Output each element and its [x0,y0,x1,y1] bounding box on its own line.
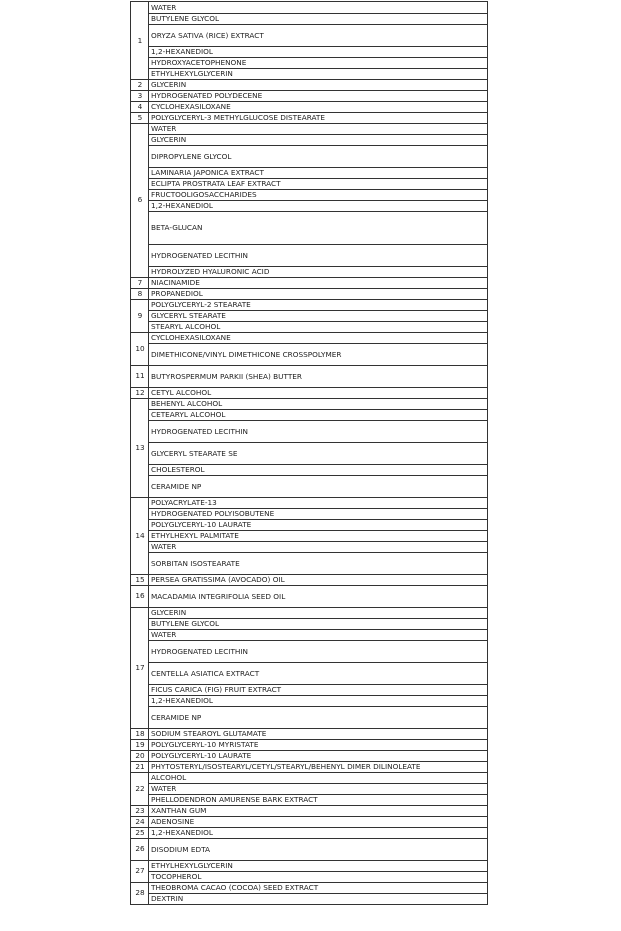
group-number: 6 [137,195,143,204]
group-number: 11 [135,371,145,380]
group-number: 19 [135,740,145,749]
ingredient-cell: PHELLODENDRON AMURENSE BARK EXTRACT [151,795,318,804]
ingredient-cell: ORYZA SATIVA (RICE) EXTRACT [151,31,264,40]
ingredient-cell: CENTELLA ASIATICA EXTRACT [151,669,260,678]
group-number: 26 [135,844,145,853]
group-number: 2 [137,80,143,89]
ingredient-cell: BEHENYL ALCOHOL [151,399,223,408]
ingredient-cell: CERAMIDE NP [151,482,202,491]
ingredient-cell: HYDROGENATED POLYDECENE [151,91,263,100]
ingredient-cell: HYDROGENATED POLYISOBUTENE [151,509,275,518]
ingredient-cell: ETHYLHEXYLGLYCERIN [151,69,233,78]
ingredient-cell: POLYGLYCERYL-2 STEARATE [151,300,251,309]
ingredient-cell: TOCOPHEROL [151,872,202,881]
ingredient-cell: WATER [151,3,177,12]
ingredient-cell: POLYGLYCERYL-10 MYRISTATE [151,740,259,749]
group-number: 1 [137,36,143,45]
group-number: 14 [135,531,145,540]
group-number: 22 [135,784,145,793]
group-number: 15 [135,575,145,584]
ingredient-cell: HYDROLYZED HYALURONIC ACID [151,267,270,276]
ingredient-cell: POLYGLYCERYL-10 LAURATE [151,751,252,760]
ingredient-cell: ECLIPTA PROSTRATA LEAF EXTRACT [151,179,281,188]
ingredient-cell: CETYL ALCOHOL [151,388,212,397]
ingredient-cell: ETHYLHEXYL PALMITATE [151,531,239,540]
group-number: 18 [135,729,145,738]
ingredient-cell: SORBITAN ISOSTEARATE [151,559,240,568]
group-number: 8 [137,289,143,298]
group-number: 13 [135,443,145,452]
group-number: 17 [135,663,145,672]
ingredient-cell: HYDROGENATED LECITHIN [151,427,249,436]
group-number: 28 [135,888,145,897]
ingredient-cell: GLYCERIN [151,135,187,144]
group-number: 25 [135,828,145,837]
ingredient-cell: BUTYLENE GLYCOL [151,14,220,23]
ingredient-cell: 1,2-HEXANEDIOL [151,201,213,210]
column-border [130,1,131,905]
ingredient-cell: HYDROXYACETOPHENONE [151,58,247,67]
ingredient-cell: DIPROPYLENE GLYCOL [151,152,232,161]
ingredient-cell: PROPANEDIOL [151,289,203,298]
ingredient-cell: CERAMIDE NP [151,713,202,722]
ingredient-cell: 1,2-HEXANEDIOL [151,696,213,705]
group-divider [130,904,488,905]
ingredient-cell: WATER [151,630,177,639]
ingredient-cell: BETA-GLUCAN [151,223,203,232]
group-number: 21 [135,762,145,771]
ingredient-cell: SODIUM STEAROYL GLUTAMATE [151,729,267,738]
group-number: 5 [137,113,143,122]
ingredient-cell: NIACINAMIDE [151,278,200,287]
ingredient-cell: WATER [151,542,177,551]
ingredient-cell: BUTYLENE GLYCOL [151,619,220,628]
group-number: 4 [137,102,143,111]
ingredient-cell: DEXTRIN [151,894,184,903]
ingredient-cell: CETEARYL ALCOHOL [151,410,226,419]
ingredient-cell: THEOBROMA CACAO (COCOA) SEED EXTRACT [151,883,319,892]
ingredient-cell: LAMINARIA JAPONICA EXTRACT [151,168,264,177]
ingredient-cell: XANTHAN GUM [151,806,207,815]
column-border [487,1,488,905]
group-number: 27 [135,866,145,875]
ingredient-cell: CYCLOHEXASILOXANE [151,333,231,342]
ingredient-cell: STEARYL ALCOHOL [151,322,221,331]
ingredient-cell: ADENOSINE [151,817,195,826]
ingredient-cell: GLYCERIN [151,80,187,89]
ingredient-cell: HYDROGENATED LECITHIN [151,251,249,260]
ingredient-cell: POLYGLYCERYL-3 METHYLGLUCOSE DISTEARATE [151,113,326,122]
ingredient-cell: MACADAMIA INTEGRIFOLIA SEED OIL [151,592,286,601]
ingredient-cell: ETHYLHEXYLGLYCERIN [151,861,233,870]
ingredient-cell: PERSEA GRATISSIMA (AVOCADO) OIL [151,575,285,584]
table-top-border [130,1,488,2]
group-number: 16 [135,591,145,600]
ingredient-cell: DIMETHICONE/VINYL DIMETHICONE CROSSPOLYMER [151,350,342,359]
ingredient-cell: CYCLOHEXASILOXANE [151,102,231,111]
ingredient-cell: HYDROGENATED LECITHIN [151,647,249,656]
group-number: 12 [135,388,145,397]
ingredient-cell: PHYTOSTERYL/ISOSTEARYL/CETYL/STEARYL/BEHENYL DIMER DILINOLEATE [151,762,421,771]
group-number: 10 [135,344,145,353]
ingredient-cell: WATER [151,784,177,793]
ingredient-cell: POLYACRYLATE-13 [151,498,217,507]
ingredient-cell: GLYCERYL STEARATE [151,311,226,320]
group-number: 23 [135,806,145,815]
ingredient-cell: CHOLESTEROL [151,465,205,474]
ingredient-cell: ALCOHOL [151,773,187,782]
ingredient-cell: GLYCERIN [151,608,187,617]
group-number: 9 [137,311,143,320]
ingredient-cell: BUTYROSPERMUM PARKII (SHEA) BUTTER [151,372,302,381]
group-number: 20 [135,751,145,760]
ingredient-cell: FICUS CARICA (FIG) FRUIT EXTRACT [151,685,282,694]
ingredient-cell: 1,2-HEXANEDIOL [151,47,213,56]
group-number: 3 [137,91,143,100]
group-number: 7 [137,278,143,287]
group-number: 24 [135,817,145,826]
ingredient-cell: WATER [151,124,177,133]
ingredient-cell: DISODIUM EDTA [151,845,210,854]
ingredient-cell: 1,2-HEXANEDIOL [151,828,213,837]
column-border [148,1,149,905]
ingredient-cell: POLYGLYCERYL-10 LAURATE [151,520,252,529]
ingredient-cell: GLYCERYL STEARATE SE [151,449,238,458]
ingredient-cell: FRUCTOOLIGOSACCHARIDES [151,190,257,199]
